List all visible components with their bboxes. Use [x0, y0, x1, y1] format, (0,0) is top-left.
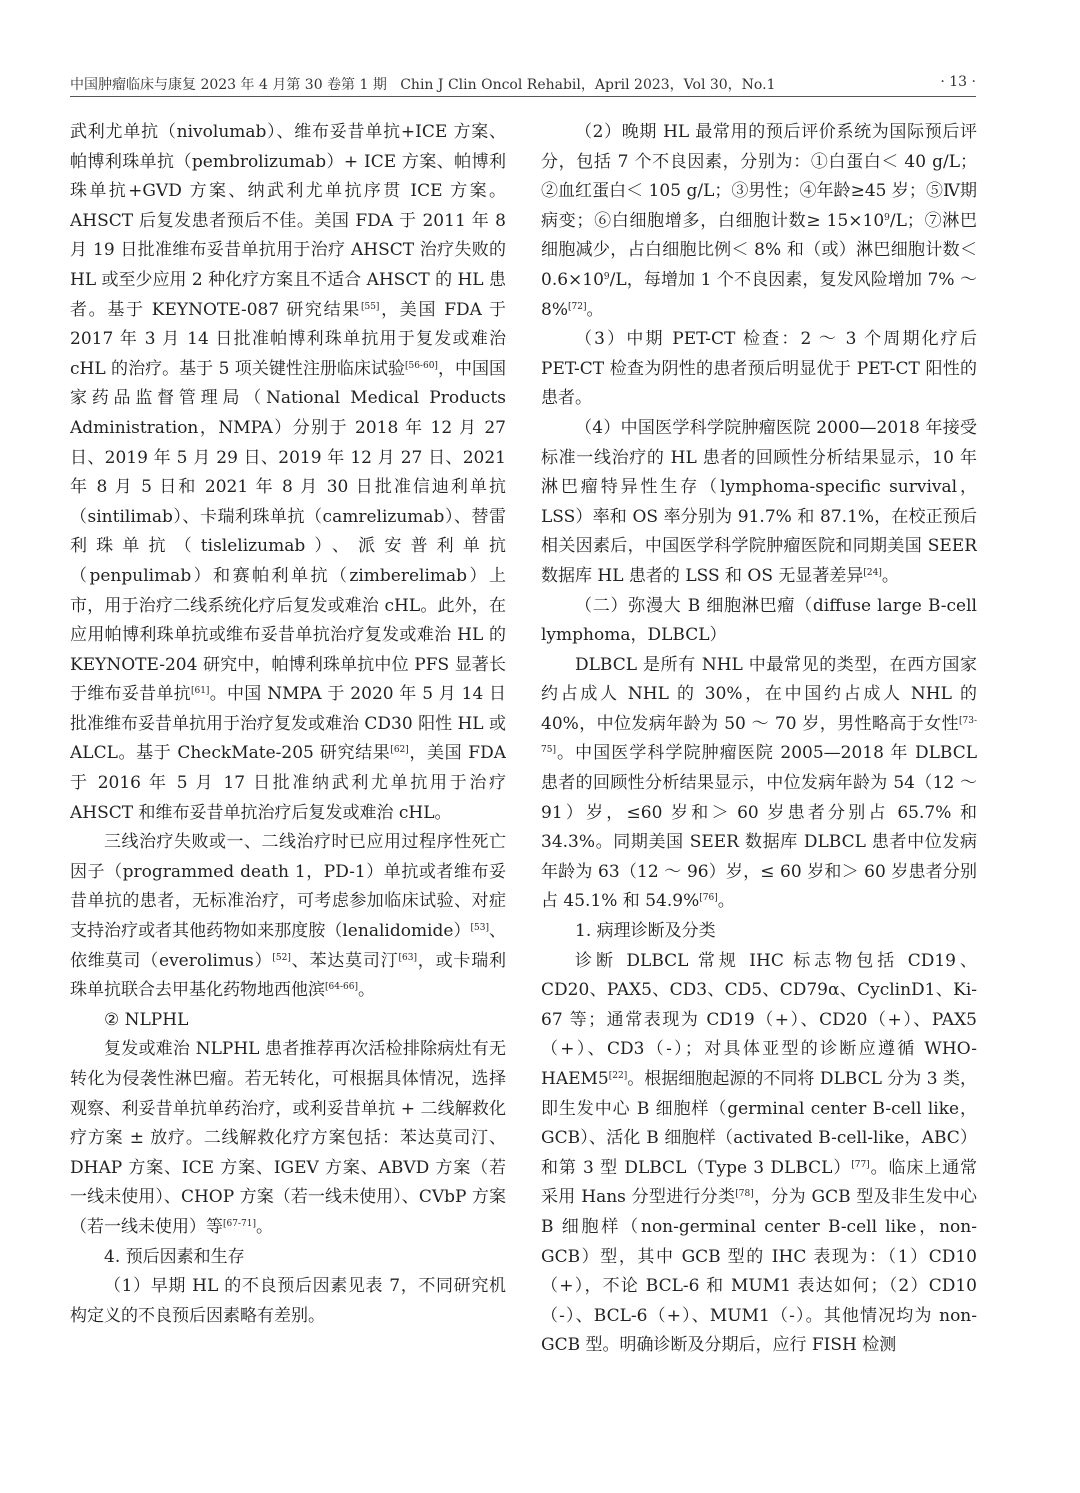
citation-ref: [63] — [398, 952, 417, 963]
citation-ref: 9 — [603, 271, 610, 282]
paragraph-nlphl: 复发或难治 NLPHL 患者推荐再次活检排除病灶有无转化为侵袭性淋巴瘤。若无转化，可根据具体情况，选择观察、利妥昔单抗单药治疗，或利妥昔单抗 + 二线解救化疗方案 ± 放疗。二线解救化疗方案包括：苯达莫司汀、DHAP 方案、ICE 方案、IGEV 方案、ABVD 方案（若一线未使用）、CHOP 方案（若一线未使用）、CVbP 方案（若一线未使用）等[67-71]。 — [70, 1039, 506, 1237]
paragraph-cams-retrospective: （4）中国医学科学院肿瘤医院 2000—2018 年接受标准一线治疗的 HL 患者的回顾性分析结果显示，10 年淋巴瘤特异性生存（lymphoma-specific survival，LSS）率和 OS 率分别为 91.7% 和 87.1%，在校正预后相关因素后，中国医学科学院肿瘤医院和同期美国 SEER 数据库 HL 患者的 LSS 和 OS 无显著差异[24]。 — [541, 417, 977, 586]
paragraph-early-hl-prognosis: （1）早期 HL 的不良预后因素见表 7，不同研究机构定义的不良预后因素略有差别。 — [70, 1276, 506, 1326]
citation-ref: 9 — [884, 212, 890, 223]
citation-ref: [62] — [390, 745, 409, 756]
paragraph-dlbcl-epidemiology: DLBCL 是所有 NHL 中最常见的类型，在西方国家约占成人 NHL 的 30%，在中国约占成人 NHL 的 40%，中位发病年龄为 50 ～ 70 岁，男性略高于女性[73-75]。中国医学科学院肿瘤医院 2005—2018 年 DLBCL 患者的回顾性分析结果显示，中位发病年龄为 54（12 ～ 91）岁，≤60 岁和＞ 60 岁患者分别占 65.7% 和 34.3%。同期美国 SEER 数据库 DLBCL 患者中位发病年龄为 63（12 ～ 96）岁，≤ 60 岁和＞ 60 岁患者分别占 45.1% 和 54.9%[76]。 — [541, 654, 977, 912]
journal-title-en: Chin J Clin Oncol Rehabil，April 2023，Vol 30，No.1 — [400, 77, 776, 93]
citation-ref: [73-75] — [541, 715, 977, 756]
citation-ref: [56-60] — [404, 360, 438, 371]
citation-ref: [78] — [735, 1189, 754, 1200]
heading-prognosis: 4. 预后因素和生存 — [104, 1246, 245, 1267]
citation-ref: [22] — [608, 1071, 628, 1081]
citation-ref: [61] — [190, 686, 210, 697]
citation-ref: [52] — [272, 952, 291, 963]
citation-ref: [64-66] — [325, 982, 358, 993]
citation-ref: [72] — [567, 301, 587, 312]
journal-title-cn: 中国肿瘤临床与康复 2023 年 4 月第 30 卷第 1 期 — [70, 77, 387, 93]
journal-citation — [70, 74, 775, 94]
paragraph-pathology-ihc: 诊断 DLBCL 常规 IHC 标志物包括 CD19、CD20、PAX5、CD3、CD5、CD79α、CyclinD1、Ki-67 等；通常表现为 CD19（+）、CD20（+）、PAX5（+）、CD3（-）；对具体亚型的诊断应遵循 WHO-HAEM5[22]。根据细胞起源的不同将 DLBCL 分为 3 类，即生发中心 B 细胞样（germinal center B-cell like，GCB）、活化 B 细胞样（activated B-cell-like，ABC）和第 3 型 DLBCL（Type 3 DLBCL）[77]。临床上通常采用 Hans 分型进行分类[78]，分为 GCB 型及非生发中心 B 细胞样（non-germinal center B-cell like，non-GCB）型，其中 GCB 型的 IHC 表现为：（1）CD10（+），不论 BCL-6 和 MUM1 表达如何；（2）CD10（-）、BCL-6（+）、MUM1（-）。其他情况均为 non-GCB 型。明确诊断及分期后，应行 FISH 检测 — [541, 950, 977, 1356]
paragraph-third-line: 三线治疗失败或一、二线治疗时已应用过程序性死亡因子（programmed death 1，PD-1）单抗或者维布妥昔单抗的患者，无标准治疗，可考虑参加临床试验、对症支持治疗或者其他药物如来那度胺（lenalidomide）[53]、依维莫司（everolimus）[52]、苯达莫司汀[63]，或卡瑞利珠单抗联合去甲基化药物地西他滨[64-66]。 — [70, 832, 506, 1001]
citation-ref: [53] — [470, 923, 489, 934]
running-header — [70, 72, 976, 98]
citation-ref: [24] — [863, 567, 882, 578]
left-column — [70, 118, 506, 1448]
paragraph-interim-pet-ct: （3）中期 PET-CT 检查：2 ～ 3 个周期化疗后 PET-CT 检查为阴性的患者预后明显优于 PET-CT 阳性的患者。 — [541, 329, 977, 409]
heading-dlbcl: （二）弥漫大 B 细胞淋巴瘤（diffuse large B-cell lymphoma，DLBCL） — [541, 595, 977, 646]
header-rule — [70, 96, 976, 97]
page-number: · 13 · — [940, 74, 976, 90]
paragraph-rel-refractory-hl: 武利尤单抗（nivolumab）、维布妥昔单抗+ICE 方案、帕博利珠单抗（pembrolizumab）+ ICE 方案、帕博利珠单抗+GVD 方案、纳武利尤单抗序贯 ICE 方案。AHSCT 后复发患者预后不佳。美国 FDA 于 2011 年 8 月 19 日批准维布妥昔单抗用于治疗 AHSCT 治疗失败的 HL 或至少应用 2 种化疗方案且不适合 AHSCT 的 HL 患者。基于 KEYNOTE-087 研究结果[55]，美国 FDA 于 2017 年 3 月 14 日批准帕博利珠单抗用于复发或难治 cHL 的治疗。基于 5 项关键性注册临床试验[56-60]，中国国家药品监督管理局（National Medical Products Administration，NMPA）分别于 2018 年 12 月 27 日、2019 年 5 月 29 日、2019 年 12 月 27 日、2021 年 8 月 5 日和 2021 年 8 月 30 日批准信迪利单抗（sintilimab）、卡瑞利珠单抗（camrelizumab）、替雷利珠单抗（tislelizumab）、派安普利单抗（penpulimab）和赛帕利单抗（zimberelimab）上市，用于治疗二线系统化疗后复发或难治 cHL。此外，在应用帕博利珠单抗或维布妥昔单抗治疗复发或难治 HL 的 KEYNOTE-204 研究中，帕博利珠单抗中位 PFS 显著长于维布妥昔单抗[61]。中国 NMPA 于 2020 年 5 月 14 日批准维布妥昔单抗用于治疗复发或难治 CD30 阳性 HL 或 ALCL。基于 CheckMate-205 研究结果[62]，美国 FDA 于 2016 年 5 月 17 日批准纳武利尤单抗用于治疗 AHSCT 和维布妥昔单抗治疗后复发或难治 cHL。 — [70, 122, 506, 823]
citation-ref: [55] — [360, 301, 380, 312]
citation-ref: [77] — [851, 1159, 870, 1170]
right-column — [541, 118, 977, 1448]
paragraph-advanced-hl-ips: （2）晚期 HL 最常用的预后评价系统为国际预后评分，包括 7 个不良因素，分别为：①白蛋白＜ 40 g/L；②血红蛋白＜ 105 g/L；③男性；④年龄≥45 岁；⑤Ⅳ期病变；⑥白细胞增多，白细胞计数≥ $15\times 10^9/L$；⑦淋巴细胞减少，占白细胞比例＜ 8% 和（或）淋巴细胞计数＜ $0.6\times 10^9/L$，每增加 1 个不良因素，复发风险增加 7% ～ 8%[72]。 — [541, 122, 977, 320]
heading-pathology: 1. 病理诊断及分类 — [575, 921, 716, 942]
citation-ref: [67-71] — [223, 1218, 256, 1229]
citation-ref: [76] — [699, 893, 718, 904]
heading-nlphl: ② NLPHL — [104, 1009, 189, 1030]
